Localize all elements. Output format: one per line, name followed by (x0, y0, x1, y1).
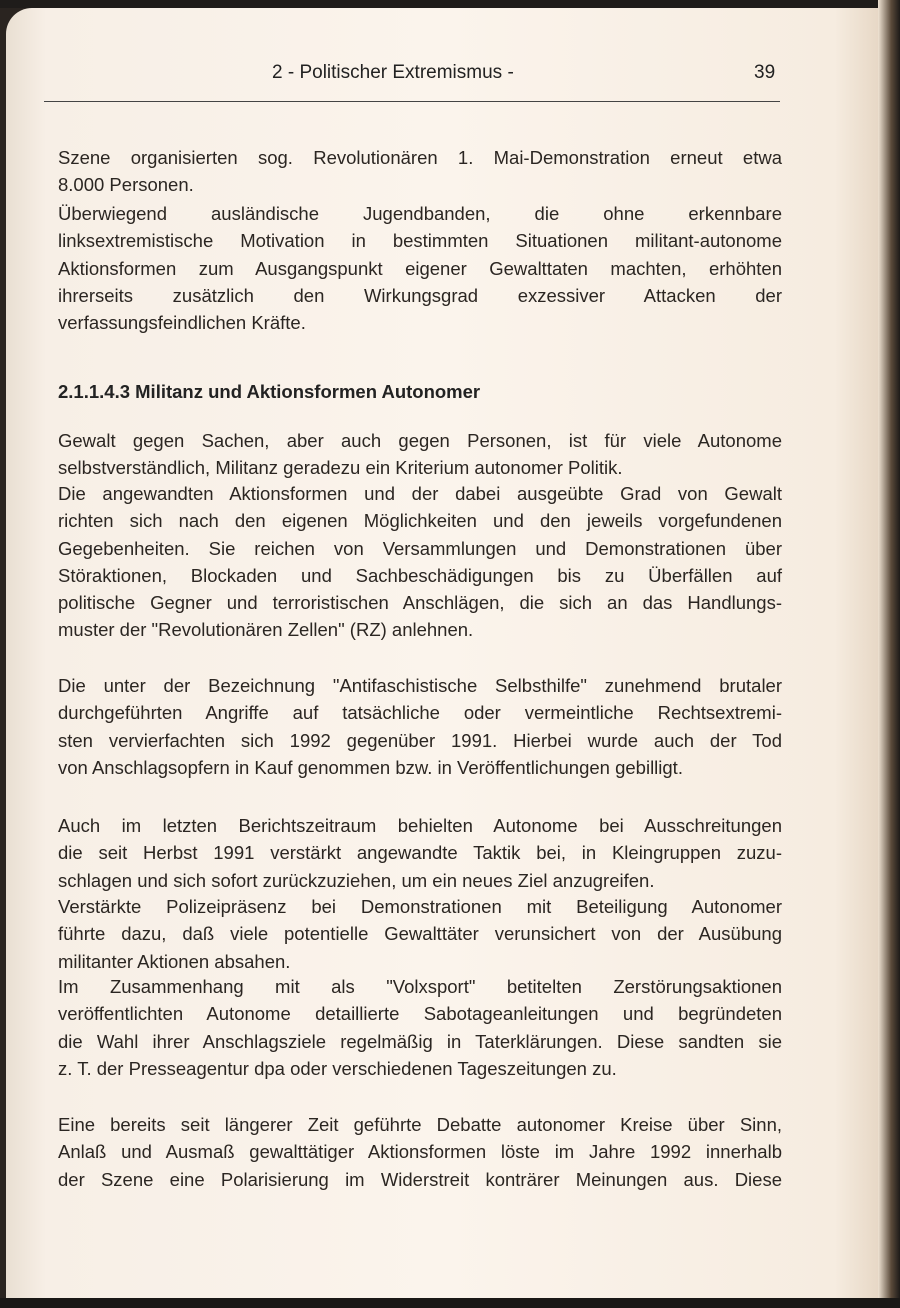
text-line: verfassungsfeindlichen Kräfte. (58, 312, 306, 334)
section-heading: 2.1.1.4.3 Militanz und Aktionsformen Autonomer (58, 381, 481, 402)
scan-border-top (0, 0, 900, 8)
text-line: die seit Herbst 1991 verstärkt angewandte Taktik bei, in Kleingruppen zuzu- (58, 842, 782, 864)
scan-border-bottom (0, 1298, 900, 1308)
paragraph (58, 672, 782, 781)
paragraph (58, 480, 782, 644)
paragraph (58, 973, 782, 1082)
text-line: Die unter der Bezeichnung "Antifaschistische Selbsthilfe" zunehmend brutaler (58, 675, 782, 696)
paragraph (58, 893, 782, 975)
text-line: richten sich nach den eigenen Möglichkeiten und den jeweils vorgefundenen (58, 510, 782, 532)
text-line: Auch im letzten Berichtszeitraum behielten Autonome bei Ausschreitungen (58, 815, 782, 836)
text-line: politische Gegner und terroristischen Anschlägen, die sich an das Handlungs- (58, 592, 782, 614)
text-line: Gegebenheiten. Sie reichen von Versammlungen und Demonstrationen über (58, 537, 782, 559)
text-line: Szene organisierten sog. Revolutionären 1. Mai-Demonstration erneut etwa (58, 147, 782, 168)
text-line: durchgeführten Angriffe auf tatsächliche oder vermeintliche Rechtsextremi- (58, 702, 782, 724)
text-line: veröffentlichten Autonome detaillierte Sabotageanleitungen und begründeten (58, 1003, 782, 1025)
text-line: Störaktionen, Blockaden und Sachbeschädigungen bis zu Überfällen auf (58, 564, 782, 586)
paragraph (58, 1111, 782, 1193)
text-line: z. T. der Presseagentur dpa oder verschiedenen Tageszeitungen zu. (58, 1057, 617, 1079)
text-line: führte dazu, daß viele potentielle Gewalttäter verunsichert von der Ausübung (58, 923, 782, 945)
text-line: die Wahl ihrer Anschlagsziele regelmäßig in Taterklärungen. Diese sandten sie (58, 1030, 782, 1052)
paragraph (58, 812, 782, 894)
text-line: Aktionsformen zum Ausgangspunkt eigener Gewalttaten machten, erhöhten (58, 257, 782, 279)
text-line: sten vervierfachten sich 1992 gegenüber 1991. Hierbei wurde auch der Tod (58, 729, 782, 751)
text-line: 8.000 Personen. (58, 174, 194, 196)
text-line: Im Zusammenhang mit als "Volxsport" betitelten Zerstörungsaktionen (58, 976, 782, 997)
text-line: von Anschlagsopfern in Kauf genommen bzw. in Veröffentlichungen gebilligt. (58, 756, 683, 778)
text-line: Anlaß und Ausmaß gewalttätiger Aktionsformen löste im Jahre 1992 innerhalb (58, 1141, 782, 1163)
page-number: 39 (754, 62, 776, 83)
text-line: der Szene eine Polarisierung im Widerstreit konträrer Meinungen aus. Diese (58, 1168, 782, 1190)
text-line: schlagen und sich sofort zurückzuziehen, um ein neues Ziel anzugreifen. (58, 869, 655, 891)
paragraph (58, 427, 782, 482)
header-rule (44, 101, 780, 102)
book-spine-edge (878, 0, 900, 1308)
text-line: muster der "Revolutionären Zellen" (RZ) anlehnen. (58, 619, 474, 641)
text-line: ihrerseits zusätzlich den Wirkungsgrad exzessiver Attacken der (58, 284, 782, 306)
paragraph (58, 144, 782, 199)
text-line: linksextremistische Motivation in bestimmten Situationen militant-autonome (58, 230, 782, 252)
text-line: Verstärkte Polizeipräsenz bei Demonstrationen mit Beteiligung Autonomer (58, 896, 782, 917)
paragraph (58, 200, 782, 336)
text-line: Gewalt gegen Sachen, aber auch gegen Personen, ist für viele Autonome (58, 430, 782, 451)
text-line: Die angewandten Aktionsformen und der dabei ausgeübte Grad von Gewalt (58, 483, 782, 504)
text-line: selbstverständlich, Militanz geradezu ein Kriterium autonomer Politik. (58, 457, 623, 479)
text-line: militanter Aktionen absahen. (58, 950, 291, 972)
text-line: Eine bereits seit längerer Zeit geführte Debatte autonomer Kreise über Sinn, (58, 1114, 782, 1135)
running-header: 2 - Politischer Extremismus - (272, 62, 514, 83)
text-line: Überwiegend ausländische Jugendbanden, die ohne erkennbare (58, 203, 782, 224)
